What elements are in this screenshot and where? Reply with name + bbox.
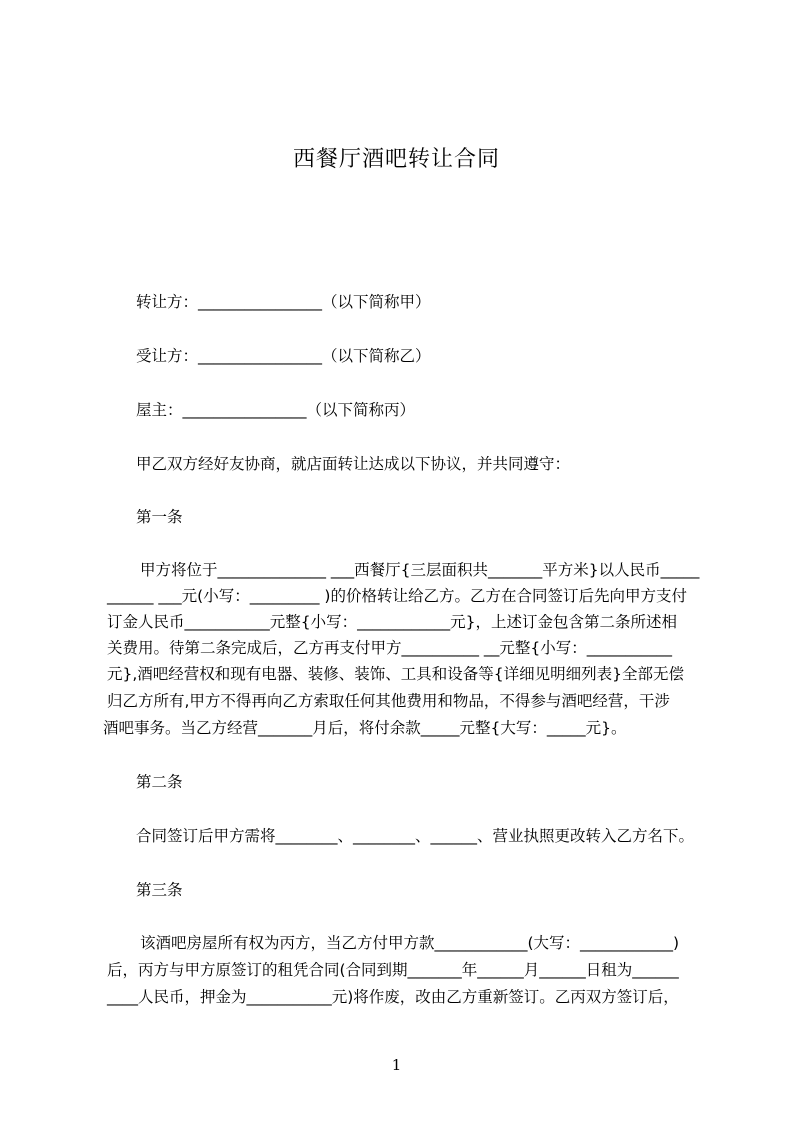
transferee-line: 受让方：________________（以下简称乙） [136,347,431,365]
transferor-line: 转让方：________________（以下简称甲） [136,293,431,311]
article-1-line: 订金人民币___________元整{小写：____________元}，上述订金包含第二条所述相 [107,613,677,631]
article-1-line: ______ ___元(小写：_________ )的价格转让给乙方。乙方在合同签订后先向甲方支付 [107,587,687,605]
article-2-heading: 第二条 [136,773,183,791]
landlord-line: 屋主：________________（以下简称丙） [136,401,416,419]
intro-paragraph: 甲乙双方经好友协商，就店面转让达成以下协议，并共同遵守： [136,455,571,473]
document-title: 西餐厅酒吧转让合同 [292,147,500,172]
page-number: 1 [391,1056,402,1074]
article-3-heading: 第三条 [136,881,183,899]
article-1-line: 关费用。待第二条完成后，乙方再支付甲方__________ __元整{小写：___________ [107,639,673,657]
article-3-line: 后，丙方与甲方原签订的租凭合同(合同到期_______年______月______日租为______ [107,961,679,979]
article-1-line: 归乙方所有,甲方不得再向乙方索取任何其他费用和物品，不得参与酒吧经营，干涉 [107,692,670,710]
article-3-line: 该酒吧房屋所有权为丙方，当乙方付甲方款____________(大写：____________) [140,934,680,952]
article-1-line: 酒吧事务。当乙方经营_______月后，将付余款_____元整{大写：_____元}。 [103,719,627,737]
article-2-text: 合同签订后甲方需将________、________、______、营业执照更改转入乙方名下。 [136,827,695,845]
article-1-line: 甲方将位于______________ ___西餐厅{三层面积共_______平方米}以人民币_____ [140,561,700,579]
article-1-heading: 第一条 [136,508,183,526]
article-1-line: 元},酒吧经营权和现有电器、装修、装饰、工具和设备等{详细见明细列表}全部无偿 [107,665,685,683]
article-3-line: ____人民币，押金为___________元)将作废，改由乙方重新签订。乙丙双方签订后， [107,988,679,1006]
